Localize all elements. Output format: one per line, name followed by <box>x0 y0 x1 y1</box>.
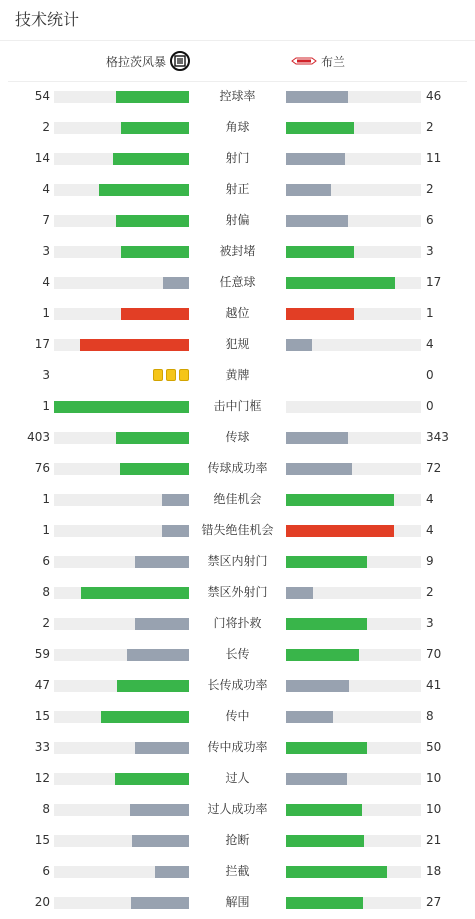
stat-label: 控球率 <box>219 89 256 103</box>
stat-row <box>0 732 475 763</box>
away-stat-bar <box>286 153 421 165</box>
home-stat-bar-fill <box>116 215 189 227</box>
stat-row <box>0 298 475 329</box>
stat-row <box>0 174 475 205</box>
stat-row <box>0 608 475 639</box>
home-stat-value: 33 <box>34 740 50 754</box>
home-stat-bar <box>54 680 189 692</box>
away-stat-bar <box>286 339 421 351</box>
home-stat-bar <box>54 742 189 754</box>
away-stat-bar-fill <box>286 649 359 661</box>
stat-label: 任意球 <box>219 275 256 289</box>
away-stat-bar <box>286 308 421 320</box>
away-stat-bar <box>286 91 421 103</box>
away-stat-value: 9 <box>426 554 434 568</box>
away-stat-value: 41 <box>426 678 442 692</box>
stat-label: 射偏 <box>225 213 250 227</box>
away-stat-bar-fill <box>286 246 354 258</box>
away-stat-bar-fill <box>286 680 349 692</box>
home-team-logo-icon <box>170 51 190 71</box>
away-stat-bar <box>286 277 421 289</box>
stat-label: 拦截 <box>225 864 250 878</box>
stat-label: 被封堵 <box>219 244 256 258</box>
home-stat-bar <box>54 401 189 413</box>
away-stat-bar-fill <box>286 308 354 320</box>
away-stat-bar-fill <box>286 866 387 878</box>
stat-row <box>0 639 475 670</box>
away-stat-bar <box>286 556 421 568</box>
stat-row <box>0 484 475 515</box>
away-stat-bar-fill <box>286 153 345 165</box>
home-stat-value: 17 <box>34 337 50 351</box>
stat-label: 传球 <box>225 430 250 444</box>
away-stat-bar-fill <box>286 277 395 289</box>
home-stat-bar-fill <box>117 680 189 692</box>
away-team <box>291 49 345 73</box>
stat-row <box>0 763 475 794</box>
away-stat-bar <box>286 432 421 444</box>
away-stat-value: 0 <box>426 368 434 382</box>
yellow-card-icon <box>179 369 189 381</box>
away-stat-bar <box>286 246 421 258</box>
away-stat-value: 2 <box>426 120 434 134</box>
stat-label: 长传成功率 <box>207 678 268 692</box>
away-stat-bar-fill <box>286 525 394 537</box>
home-stat-bar <box>54 184 189 196</box>
away-stat-bar <box>286 897 421 909</box>
away-stat-value: 46 <box>426 89 442 103</box>
home-stat-bar-fill <box>116 91 189 103</box>
stat-row <box>0 205 475 236</box>
home-stat-value: 3 <box>42 244 50 258</box>
home-stat-value: 2 <box>42 120 50 134</box>
home-stat-bar <box>54 246 189 258</box>
away-stat-value: 10 <box>426 771 442 785</box>
home-team <box>106 49 190 73</box>
away-stat-value: 27 <box>426 895 442 909</box>
stat-row <box>0 825 475 856</box>
home-stat-bar-fill <box>81 587 189 599</box>
away-team-logo-icon <box>291 55 317 67</box>
home-stat-bar <box>54 587 189 599</box>
home-stat-bar-fill <box>80 339 189 351</box>
stat-row <box>0 701 475 732</box>
stat-row <box>0 515 475 546</box>
away-stat-value: 6 <box>426 213 434 227</box>
away-stat-bar <box>286 773 421 785</box>
home-stat-bar <box>54 215 189 227</box>
stat-label: 解围 <box>225 895 250 909</box>
away-stat-bar-fill <box>286 339 312 351</box>
stat-row <box>0 267 475 298</box>
home-stat-bar <box>54 773 189 785</box>
stat-row <box>0 143 475 174</box>
home-stat-bar <box>54 494 189 506</box>
away-stat-bar <box>286 401 421 413</box>
away-stat-bar-fill <box>286 122 354 134</box>
away-stat-bar-fill <box>286 618 367 630</box>
stat-label: 过人成功率 <box>207 802 268 816</box>
away-stat-value: 8 <box>426 709 434 723</box>
home-stat-bar-fill <box>135 742 189 754</box>
stat-label: 抢断 <box>225 833 250 847</box>
away-stat-bar <box>286 835 421 847</box>
home-stat-value: 403 <box>27 430 50 444</box>
away-stat-value: 1 <box>426 306 434 320</box>
stat-label: 过人 <box>225 771 250 785</box>
home-stat-bar-fill <box>163 277 189 289</box>
home-stat-value: 15 <box>34 833 50 847</box>
home-stat-bar <box>54 277 189 289</box>
home-stat-value: 12 <box>34 771 50 785</box>
home-stat-bar <box>54 835 189 847</box>
away-stat-bar <box>286 649 421 661</box>
stat-label: 黄牌 <box>225 368 250 382</box>
stat-row <box>0 546 475 577</box>
stat-label: 传中成功率 <box>207 740 268 754</box>
stat-label: 射门 <box>225 151 250 165</box>
home-stat-bar <box>54 432 189 444</box>
home-stat-bar-fill <box>121 308 189 320</box>
home-stat-bar <box>54 897 189 909</box>
home-stat-value: 8 <box>42 585 50 599</box>
away-stat-value: 50 <box>426 740 442 754</box>
stat-label: 绝佳机会 <box>213 492 262 506</box>
stat-label: 角球 <box>225 120 250 134</box>
home-stat-value: 1 <box>42 523 50 537</box>
home-stat-bar-fill <box>130 804 189 816</box>
stat-label: 长传 <box>225 647 250 661</box>
away-stat-bar-fill <box>286 184 331 196</box>
yellow-card-icon <box>166 369 176 381</box>
stat-label: 禁区外射门 <box>207 585 268 599</box>
home-stat-bar <box>54 556 189 568</box>
away-stat-bar-fill <box>286 897 363 909</box>
away-stat-bar <box>286 711 421 723</box>
stat-label: 门将扑救 <box>213 616 262 630</box>
away-stat-bar <box>286 587 421 599</box>
home-stat-bar-fill <box>155 866 189 878</box>
stat-label: 越位 <box>225 306 250 320</box>
home-stat-bar-fill <box>116 432 189 444</box>
away-stat-bar <box>286 184 421 196</box>
stat-label: 传中 <box>225 709 250 723</box>
away-stat-bar <box>286 742 421 754</box>
home-stat-bar-fill <box>131 897 189 909</box>
away-stat-bar-fill <box>286 773 347 785</box>
home-stat-bar <box>54 339 189 351</box>
home-stat-bar-fill <box>162 494 189 506</box>
away-stat-value: 2 <box>426 585 434 599</box>
home-team-name: 格拉茨风暴 <box>105 54 166 69</box>
home-stat-bar <box>54 525 189 537</box>
stat-label: 错失绝佳机会 <box>201 523 274 537</box>
away-stat-value: 11 <box>426 151 442 165</box>
home-yellow-cards <box>153 369 189 382</box>
home-stat-bar <box>54 618 189 630</box>
away-stat-value: 3 <box>426 244 434 258</box>
stat-label: 击中门框 <box>213 399 262 413</box>
home-stat-value: 6 <box>42 864 50 878</box>
stat-row <box>0 81 475 112</box>
home-stat-bar-fill <box>54 401 189 413</box>
home-stat-value: 54 <box>34 89 50 103</box>
home-stat-value: 1 <box>42 399 50 413</box>
stat-row <box>0 112 475 143</box>
stat-row <box>0 391 475 422</box>
away-stat-bar-fill <box>286 711 333 723</box>
away-stat-value: 10 <box>426 802 442 816</box>
home-stat-value: 47 <box>34 678 50 692</box>
away-stat-value: 0 <box>426 399 434 413</box>
home-stat-bar <box>54 122 189 134</box>
away-stat-bar <box>286 494 421 506</box>
home-stat-value: 15 <box>34 709 50 723</box>
home-stat-bar-fill <box>113 153 189 165</box>
home-stat-bar-fill <box>132 835 189 847</box>
stats-header <box>0 0 475 41</box>
home-stat-bar-fill <box>120 463 189 475</box>
home-stat-bar-fill <box>162 525 189 537</box>
away-stat-bar-fill <box>286 494 394 506</box>
away-stat-value: 343 <box>426 430 449 444</box>
home-stat-bar <box>54 153 189 165</box>
home-stat-value: 4 <box>42 275 50 289</box>
away-stat-bar <box>286 463 421 475</box>
away-stat-bar <box>286 525 421 537</box>
away-stat-bar <box>286 680 421 692</box>
stat-row <box>0 453 475 484</box>
home-stat-bar-fill <box>135 618 189 630</box>
home-stat-value: 1 <box>42 492 50 506</box>
stat-row <box>0 422 475 453</box>
away-stat-bar-fill <box>286 432 348 444</box>
away-stat-value: 70 <box>426 647 442 661</box>
home-stat-value: 4 <box>42 182 50 196</box>
away-stat-bar-fill <box>286 742 367 754</box>
home-stat-value: 3 <box>42 368 50 382</box>
away-stat-bar-fill <box>286 556 367 568</box>
home-stat-bar-fill <box>127 649 189 661</box>
home-stat-bar-fill <box>121 122 189 134</box>
home-stat-value: 20 <box>34 895 50 909</box>
away-stat-bar-fill <box>286 587 313 599</box>
away-stat-bar-fill <box>286 463 352 475</box>
home-stat-value: 6 <box>42 554 50 568</box>
home-stat-value: 59 <box>34 647 50 661</box>
home-stat-bar <box>54 308 189 320</box>
away-stat-bar <box>286 618 421 630</box>
yellow-card-icon <box>153 369 163 381</box>
away-stat-bar <box>286 122 421 134</box>
home-stat-value: 1 <box>42 306 50 320</box>
away-stat-value: 17 <box>426 275 442 289</box>
stat-label: 射正 <box>225 182 250 196</box>
stat-label: 传球成功率 <box>207 461 268 475</box>
home-stat-value: 14 <box>34 151 50 165</box>
stats-list <box>0 81 475 918</box>
home-stat-bar <box>54 711 189 723</box>
away-stat-bar <box>286 866 421 878</box>
home-stat-bar <box>54 91 189 103</box>
away-stat-value: 4 <box>426 523 434 537</box>
away-stat-value: 72 <box>426 461 442 475</box>
home-stat-value: 76 <box>34 461 50 475</box>
home-stat-bar <box>54 649 189 661</box>
stat-row <box>0 887 475 918</box>
home-stat-value: 8 <box>42 802 50 816</box>
home-stat-bar-fill <box>135 556 189 568</box>
away-stat-value: 3 <box>426 616 434 630</box>
home-stat-bar-fill <box>101 711 189 723</box>
stat-label: 犯规 <box>225 337 250 351</box>
home-stat-bar <box>54 463 189 475</box>
home-stat-bar <box>54 866 189 878</box>
away-stat-value: 4 <box>426 492 434 506</box>
away-team-name: 布兰 <box>321 54 346 69</box>
stat-row <box>0 856 475 887</box>
home-stat-value: 7 <box>42 213 50 227</box>
stat-row <box>0 360 475 391</box>
away-stat-value: 21 <box>426 833 442 847</box>
stat-row <box>0 329 475 360</box>
away-stat-bar <box>286 804 421 816</box>
away-stat-bar-fill <box>286 835 364 847</box>
home-stat-bar-fill <box>121 246 189 258</box>
stat-label: 禁区内射门 <box>207 554 268 568</box>
away-stat-bar-fill <box>286 215 348 227</box>
away-stat-bar-fill <box>286 91 348 103</box>
home-stat-value: 2 <box>42 616 50 630</box>
home-stat-bar-fill <box>115 773 189 785</box>
away-stat-bar-fill <box>286 804 362 816</box>
stat-row <box>0 670 475 701</box>
away-stat-bar <box>286 215 421 227</box>
stat-row <box>0 236 475 267</box>
home-stat-bar-fill <box>99 184 189 196</box>
teams-bar <box>8 41 467 82</box>
away-stat-value: 2 <box>426 182 434 196</box>
page-title: 技术统计 <box>15 10 80 29</box>
away-stat-value: 4 <box>426 337 434 351</box>
stat-row <box>0 794 475 825</box>
home-stat-bar <box>54 804 189 816</box>
away-stat-value: 18 <box>426 864 442 878</box>
stat-row <box>0 577 475 608</box>
